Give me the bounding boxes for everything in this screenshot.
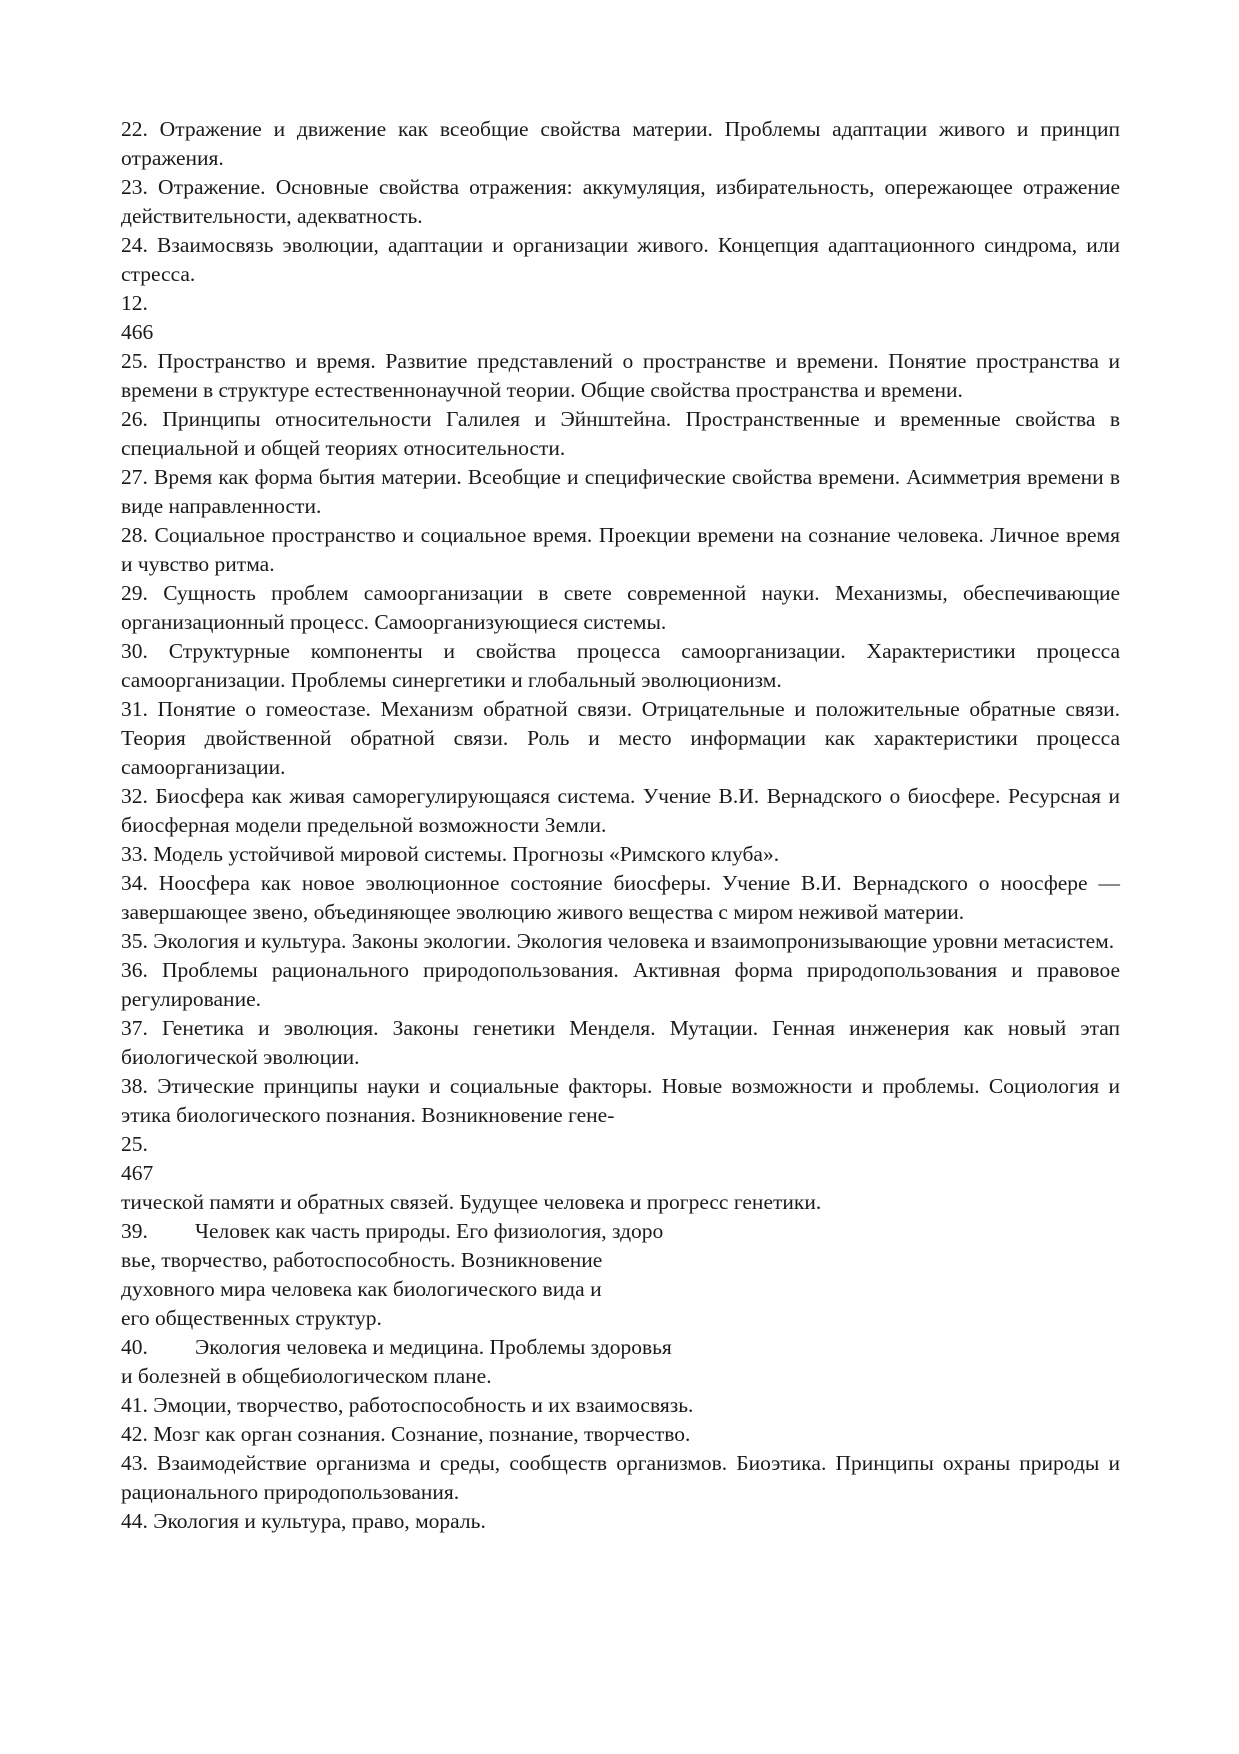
list-item-32: 32. Биосфера как живая саморегулирующаяся система. Учение В.И. Вернадского о биосфере. Ресурсная и биосферная модели предельной возможности Земли. <box>121 784 1120 837</box>
list-item-38-continuation: тической памяти и обратных связей. Будущее человека и прогресс генетики. <box>121 1190 822 1214</box>
page-marker-section: 12. <box>121 291 148 315</box>
list-item-33: 33. Модель устойчивой мировой системы. Прогнозы «Римского клуба». <box>121 842 780 866</box>
list-item-43: 43. Взаимодействие организма и среды, сообществ организмов. Биоэтика. Принципы охраны природы и рационального природопользования. <box>121 1451 1120 1504</box>
page-marker-number: 466 <box>121 320 154 344</box>
list-item-26: 26. Принципы относительности Галилея и Эйнштейна. Пространственные и временные свойства в специальной и общей теориях относительности. <box>121 407 1120 460</box>
list-item-44: 44. Экология и культура, право, мораль. <box>121 1509 486 1533</box>
list-item-30: 30. Структурные компоненты и свойства процесса самоорганизации. Характеристики процесса самоорганизации. Проблемы синергетики и глобальный эволюционизм. <box>121 639 1120 692</box>
list-item-25: 25. Пространство и время. Развитие представлений о пространстве и времени. Понятие пространства и времени в структуре естественнонаучной теории. Общие свойства пространства и времени. <box>121 349 1120 402</box>
list-item-41: 41. Эмоции, творчество, работоспособность и их взаимосвязь. <box>121 1393 694 1417</box>
list-item-22: 22. Отражение и движение как всеобщие свойства материи. Проблемы адаптации живого и принцип отражения. <box>121 117 1120 170</box>
list-item-37: 37. Генетика и эволюция. Законы генетики Менделя. Мутации. Генная инженерия как новый этап биологической эволюции. <box>121 1016 1120 1069</box>
list-item-31: 31. Понятие о гомеостазе. Механизм обратной связи. Отрицательные и положительные обратные связи. Теория двойственной обратной связи. Роль и место информации как характеристики процесса самоорганизации. <box>121 697 1120 779</box>
list-item-23: 23. Отражение. Основные свойства отражения: аккумуляция, избирательность, опережающее отражение действительности, адекватность. <box>121 175 1120 228</box>
document-page <box>121 115 1120 1536</box>
list-item-39-line: его общественных структур. <box>121 1306 382 1330</box>
list-item-28: 28. Социальное пространство и социальное время. Проекции времени на сознание человека. Личное время и чувство ритма. <box>121 523 1120 576</box>
list-item-38: 38. Этические принципы науки и социальные факторы. Новые возможности и проблемы. Социология и этика биологического познания. Возникновение гене- <box>121 1074 1120 1127</box>
list-item-40 <box>121 1333 1120 1362</box>
list-item-34: 34. Ноосфера как новое эволюционное состояние биосферы. Учение В.И. Вернадского о ноосфере — завершающее звено, объединяющее эволюцию живого вещества с миром неживой материи. <box>121 871 1120 924</box>
list-item-29: 29. Сущность проблем самоорганизации в свете современной науки. Механизмы, обеспечивающие организационный процесс. Самоорганизующиеся системы. <box>121 581 1120 634</box>
list-item-35: 35. Экология и культура. Законы экологии. Экология человека и взаимопронизывающие уровни метасистем. <box>121 929 1115 953</box>
page-marker-section: 25. <box>121 1132 148 1156</box>
list-number: 39. <box>121 1219 148 1243</box>
list-item-36: 36. Проблемы рационального природопользования. Активная форма природопользования и правовое регулирование. <box>121 958 1120 1011</box>
page-marker-number: 467 <box>121 1161 154 1185</box>
list-item-39-line: вье, творчество, работоспособность. Возникновение <box>121 1248 603 1272</box>
list-item-39 <box>121 1217 1120 1246</box>
list-item-40-line: и болезней в общебиологическом плане. <box>121 1364 492 1388</box>
list-item-39-line: духовного мира человека как биологического вида и <box>121 1277 602 1301</box>
list-line: Экология человека и медицина. Проблемы здоровья <box>195 1335 672 1359</box>
list-item-42: 42. Мозг как орган сознания. Сознание, познание, творчество. <box>121 1422 691 1446</box>
list-item-24: 24. Взаимосвязь эволюции, адаптации и организации живого. Концепция адаптационного синдрома, или стресса. <box>121 233 1120 286</box>
list-item-27: 27. Время как форма бытия материи. Всеобщие и специфические свойства времени. Асимметрия времени в виде направленности. <box>121 465 1120 518</box>
list-number: 40. <box>121 1335 148 1359</box>
list-line: Человек как часть природы. Его физиология, здоро <box>195 1219 664 1243</box>
